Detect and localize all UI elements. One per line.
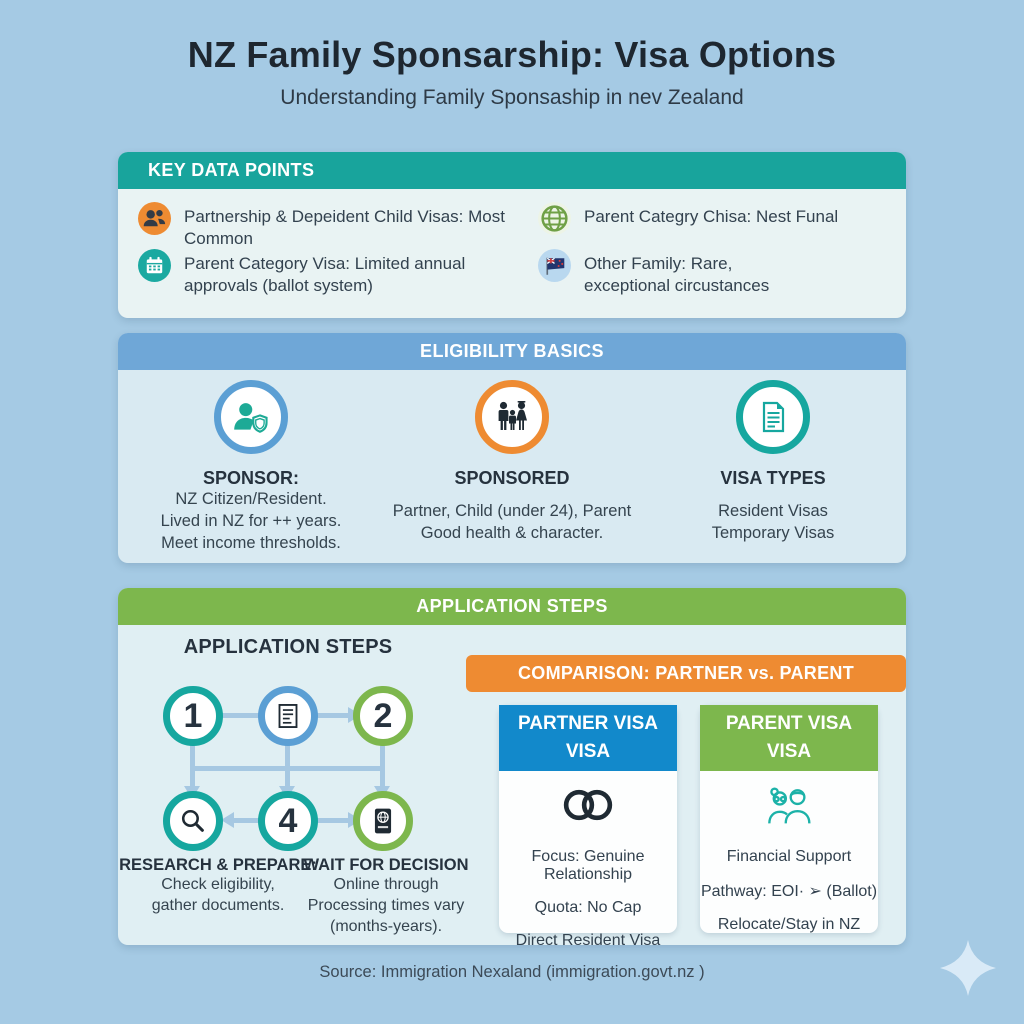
flow-caption-line: Processing times vary (307, 896, 465, 914)
people-icon (138, 202, 171, 235)
calendar-icon (138, 249, 171, 282)
globe-icon (538, 202, 571, 235)
nz-flag-icon (538, 249, 571, 282)
key-data-item (538, 202, 898, 235)
flow-caption-line: Check eligibility, (161, 876, 275, 893)
eligibility-column-sponsor (120, 380, 382, 555)
eligibility-line: Resident Visas (718, 502, 828, 520)
eligibility-line: Meet income thresholds. (161, 533, 341, 552)
flow-connector (192, 766, 382, 771)
key-data-item-text: Parent Categry Chisa: Nest Funal (584, 207, 839, 226)
form-icon (258, 686, 318, 746)
key-data-panel (118, 152, 906, 318)
eligibility-line: Partner, Child (under 24), Parent (392, 502, 632, 520)
flow-connector (234, 818, 260, 823)
page-title: NZ Family Sponsarship: Visa Options (187, 34, 837, 75)
partner-card-header (499, 705, 677, 771)
partner-card-title-line2: VISA (565, 741, 611, 762)
comparison-header-bar: COMPARISON: PARTNER vs. PARENT (466, 655, 906, 692)
eligibility-line: NZ Citizen/Resident. (175, 490, 327, 508)
step-2-circle (353, 686, 413, 746)
step-2-label: 2 (373, 696, 393, 735)
sponsor-shield-icon (214, 380, 288, 454)
eligibility-panel (118, 333, 906, 563)
eligibility-line: Temporary Visas (711, 523, 835, 542)
flow-caption-title: WAIT FOR DECISION (303, 856, 469, 874)
eligibility-column-sponsored (381, 380, 643, 545)
application-header: APPLICATION STEPS (118, 588, 906, 625)
partner-card-line: Direct Resident Visa (515, 932, 661, 949)
rings-icon (499, 777, 677, 833)
parent-card-line: Pathway: EOI· ➢ (Ballot) (700, 883, 878, 900)
parent-card-title: PARENT VISA (725, 713, 853, 735)
flow-caption-line: Online through (333, 876, 439, 893)
flow-caption-line: gather documents. (151, 896, 285, 914)
eligibility-line: Good health & character. (420, 523, 604, 542)
flow-connector (316, 713, 348, 718)
key-data-item (138, 202, 518, 251)
eligibility-column-visa-types (642, 380, 904, 545)
document-icon (736, 380, 810, 454)
application-panel (118, 588, 906, 949)
step-1-circle (163, 686, 223, 746)
grandparents-icon (700, 777, 878, 833)
eligibility-line: Lived in NZ for ++ years. (160, 511, 342, 530)
parent-card-line: Financial Support (726, 848, 852, 865)
eligibility-column-title: SPONSORED (454, 468, 570, 488)
eligibility-column-title: VISA TYPES (720, 468, 826, 488)
parent-visa-card (700, 705, 878, 933)
passport-icon (353, 791, 413, 851)
step-4-label: 4 (278, 801, 298, 840)
magnifier-icon (163, 791, 223, 851)
flow-connector (221, 713, 261, 718)
key-data-item-text: Partnership & Depeident Child Visas: Most Common (184, 207, 505, 249)
application-flow-title: APPLICATION STEPS (183, 636, 393, 658)
key-data-item-text: Parent Category Visa: Limited annual approvals (ballot system) (184, 254, 466, 296)
partner-card-line: Focus: Genuine Relationship (531, 848, 645, 883)
family-icon (475, 380, 549, 454)
step-1-label: 1 (183, 696, 203, 735)
page-subtitle: Understanding Family Sponsaship in nev Zealand (280, 86, 744, 109)
flow-caption-title: RESEARCH & PREPARE: (119, 856, 317, 874)
key-data-header: KEY DATA POINTS (118, 152, 906, 189)
flow-caption-decision (286, 856, 486, 937)
partner-visa-card (499, 705, 677, 949)
flow-caption-line: (months-years). (329, 917, 443, 935)
step-4-circle (258, 791, 318, 851)
parent-card-header (700, 705, 878, 771)
partner-card-title: PARTNER VISA (517, 713, 659, 735)
source-attribution: Source: Immigration Nexaland (immigration.govt.nz ) (319, 963, 705, 981)
flow-connector (316, 818, 348, 823)
parent-card-line: Relocate/Stay in NZ (717, 916, 861, 933)
parent-card-title-line2: VISA (766, 741, 812, 762)
partner-card-line: Quota: No Cap (534, 899, 642, 916)
sparkle-icon (936, 936, 1000, 1000)
eligibility-column-title: SPONSOR: (202, 468, 299, 488)
key-data-item-text: Other Family: Rare, exceptional circustances (584, 254, 770, 296)
key-data-item (538, 249, 898, 298)
eligibility-header: ELIGIBILITY BASICS (118, 333, 906, 370)
key-data-item (138, 249, 518, 298)
